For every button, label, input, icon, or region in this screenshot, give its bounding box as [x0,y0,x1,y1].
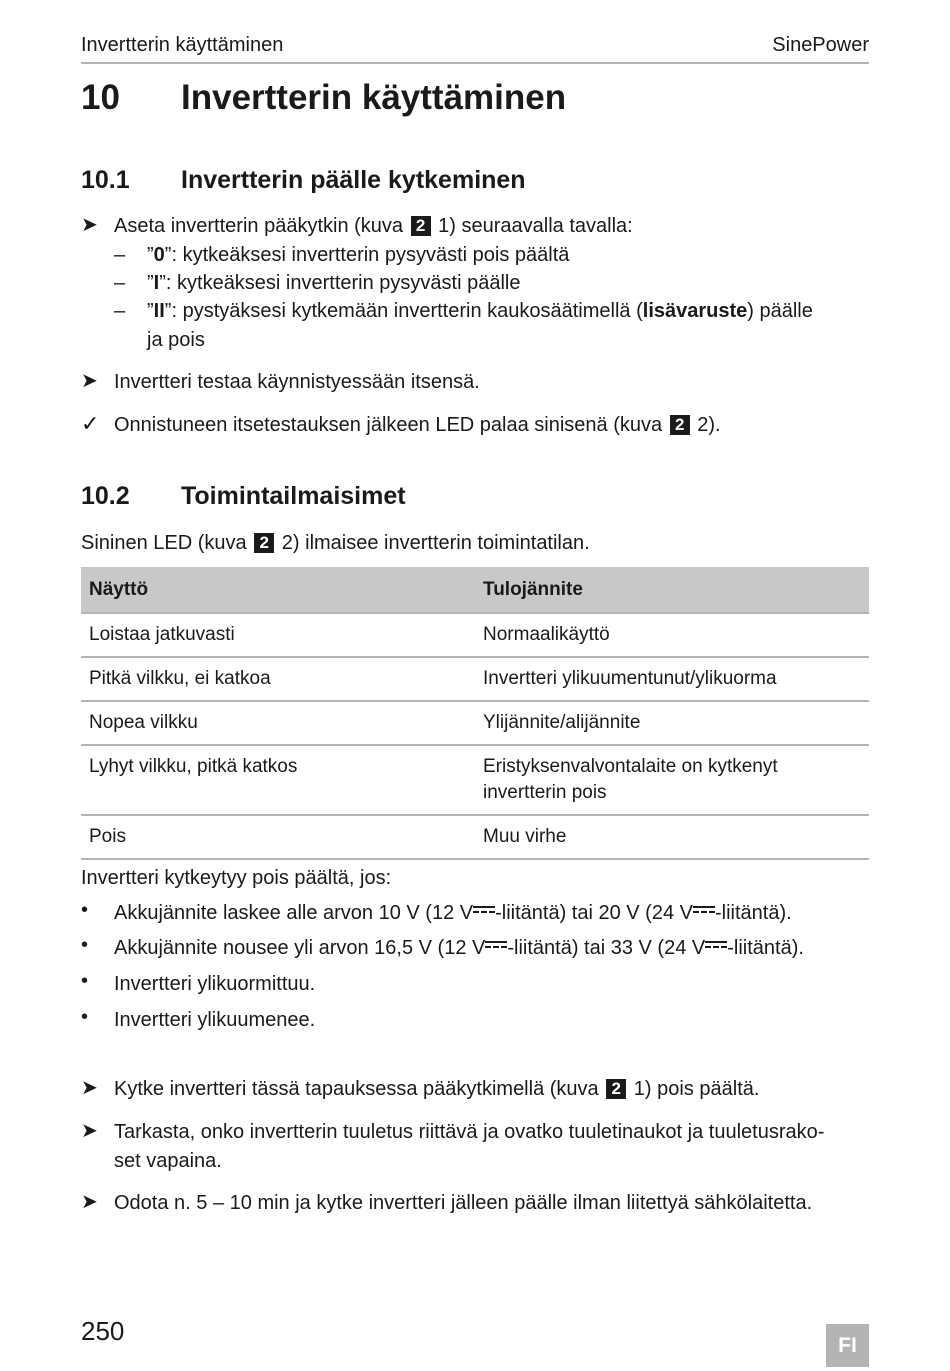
table-cell: Eristyksenvalvontalaite on kytkenyt invertterin pois [475,745,869,815]
bullet-overheat: Invertteri ylikuumenee. [114,1009,316,1031]
option-on [147,269,520,297]
action-arrow-icon: ➤ [81,1077,98,1099]
indicator-table [81,567,869,860]
chapter-number: 10 [81,78,120,117]
option-desc-end: ) päälle [747,300,813,322]
option-desc: ”: pystyäksesi kytkemään invertterin kaukosäätimellä ( [164,300,643,322]
section-title: Invertterin päälle kytkeminen [181,166,526,194]
table-cell: Nopea vilkku [81,701,475,745]
figure-ref-badge: 2 [411,216,431,236]
table-cell: Normaalikäyttö [475,613,869,657]
section-number: 10.2 [81,482,130,510]
option-value: I [153,272,160,294]
table-row [81,745,869,815]
option-off [147,241,569,269]
figure-ref-badge: 2 [670,415,690,435]
intro-text: Sininen LED (kuva [81,532,247,554]
bullet-overload: Invertteri ylikuormittuu. [114,973,316,995]
dash-icon: – [114,272,126,294]
dc-symbol-icon [473,903,495,917]
bullet-text: Akkujännite nousee yli arvon 16,5 V (12 V [114,937,486,959]
section-title: Toimintailmaisimet [181,482,406,510]
header-product-name: SinePower [772,34,869,56]
action-check-ventilation: Tarkasta, onko invertterin tuuletus riittävä ja ovatko tuuletinaukot ja tuuletusrako- [114,1121,825,1143]
action-switch-off [114,1075,759,1103]
table-row [81,657,869,701]
step-main-switch [114,212,633,240]
check-icon: ✓ [81,411,100,436]
option-desc: ”: kytkeäksesi invertterin pysyvästi päälle [159,272,521,294]
action-text-end: 1) pois päältä. [633,1078,760,1100]
step-text: Aseta invertterin pääkytkin (kuva [114,215,404,237]
bullet-text: -liitäntä). [714,902,792,924]
action-arrow-icon: ➤ [81,1191,98,1213]
quote: ” [147,300,154,322]
action-arrow-icon: ➤ [81,214,98,236]
result-text: Onnistuneen itsetestauksen jälkeen LED palaa sinisenä (kuva [114,414,663,436]
dash-icon: – [114,300,126,322]
step-text-end: 1) seuraavalla tavalla: [438,215,633,237]
bullet-icon: • [81,934,89,956]
column-header-input-voltage: Tulojännite [475,567,869,613]
dc-symbol-icon [485,938,507,952]
step-self-test: Invertteri testaa käynnistyessään itsensä. [114,371,480,393]
option-desc: ”: kytkeäksesi invertterin pysyvästi pois päältä [164,244,570,266]
action-arrow-icon: ➤ [81,370,98,392]
action-text: Kytke invertteri tässä tapauksessa pääkytkimellä (kuva [114,1078,599,1100]
bullet-text: -liitäntä) tai 33 V (24 V [507,937,706,959]
table-row [81,701,869,745]
shutdown-intro: Invertteri kytkeytyy pois päältä, jos: [81,867,392,889]
column-header-display: Näyttö [81,567,475,613]
dc-symbol-icon [705,938,727,952]
quote: ” [147,272,154,294]
action-wait-restart: Odota n. 5 – 10 min ja kytke invertteri jälleen päälle ilman liitettyä sähkölaitetta. [114,1192,813,1214]
option-value: 0 [153,244,165,266]
dc-symbol-icon [693,903,715,917]
table-cell: Pitkä vilkku, ei katkoa [81,657,475,701]
page-number: 250 [81,1316,125,1346]
bullet-overvoltage [114,934,804,962]
action-arrow-icon: ➤ [81,1120,98,1142]
table-cell: Invertteri ylikuumentunut/ylikuorma [475,657,869,701]
option-value: II [153,300,165,322]
bullet-text: -liitäntä). [727,937,804,959]
bullet-undervoltage [114,899,792,927]
quote: ” [147,244,154,266]
table-row [81,613,869,657]
table-row [81,815,869,859]
led-intro [81,529,590,557]
bullet-text: Akkujännite laskee alle arvon 10 V (12 V [114,902,474,924]
result-led-blue [114,411,721,439]
table-cell: Muu virhe [475,815,869,859]
table-cell: Loistaa jatkuvasti [81,613,475,657]
figure-ref-badge: 2 [606,1079,626,1099]
option-remote [147,297,813,325]
section-number: 10.1 [81,166,130,194]
figure-ref-badge: 2 [254,533,274,553]
dash-icon: – [114,244,126,266]
table-cell: Ylijännite/alijännite [475,701,869,745]
action-check-ventilation-continued: set vapaina. [114,1150,222,1172]
chapter-title: Invertterin käyttäminen [181,78,567,117]
bullet-icon: • [81,899,89,921]
bullet-text: -liitäntä) tai 20 V (24 V [495,902,693,924]
table-cell: Lyhyt vilkku, pitkä katkos [81,745,475,815]
option-remote-continued: ja pois [147,329,205,351]
header-section-title: Invertterin käyttäminen [81,34,284,56]
accessory-label: lisävaruste [642,300,748,322]
running-header [81,32,869,64]
bullet-icon: • [81,1006,89,1028]
table-cell: Pois [81,815,475,859]
table-header-row [81,567,869,613]
language-tab: FI [826,1324,869,1367]
bullet-icon: • [81,970,89,992]
result-text-end: 2). [697,414,721,436]
intro-text-end: 2) ilmaisee invertterin toimintatilan. [281,532,590,554]
